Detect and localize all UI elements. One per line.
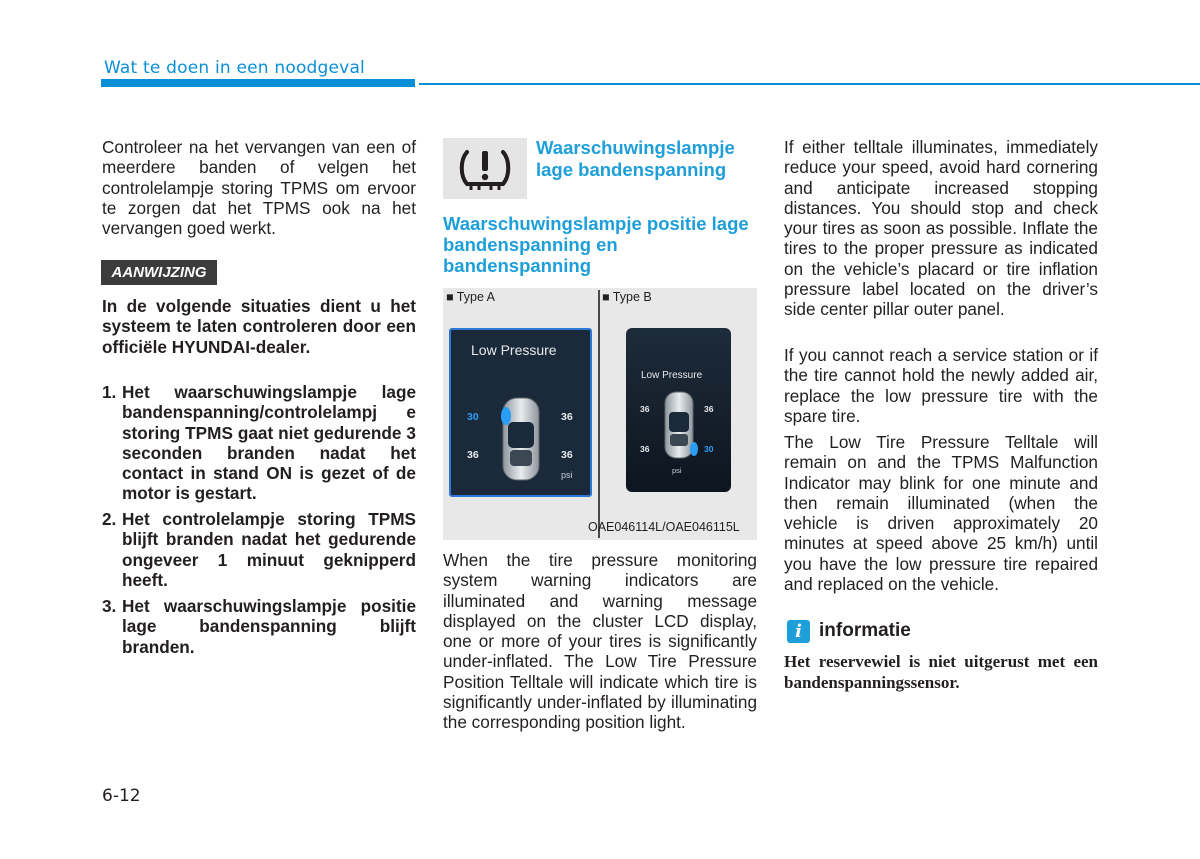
tire-pressure-rear-left: 36 [640, 444, 650, 454]
type-b-label: ■ Type B [602, 290, 652, 304]
pressure-unit: psi [672, 466, 682, 475]
tire-pressure-rear-right: 30 [704, 444, 714, 454]
list-item-text: Het controlelampje storing TPMS blijft branden nadat het gedurende ongeveer 1 minuut geknipperd heeft. [122, 509, 416, 590]
list-item-number: 2. [102, 509, 117, 529]
list-item [102, 596, 416, 657]
list-item-number: 3. [102, 596, 117, 616]
paragraph-service-station: If you cannot reach a service station or if the tire cannot hold the newly added air, replace the low pressure tire with the spare tire. [784, 345, 1098, 426]
header-rule-thin [419, 83, 1200, 85]
list-item-text: Het waarschuwingslampje positie lage bandenspanning blijft branden. [122, 596, 416, 657]
figure-divider [598, 290, 600, 538]
tire-pressure-rear-right: 36 [561, 449, 573, 461]
tire-pressure-front-left: 30 [467, 411, 479, 423]
cluster-display-type-b [626, 328, 731, 492]
paragraph-telltale: If either telltale illuminates, immediately reduce your speed, avoid hard cornering and anticipate increased stopping distances. You should stop and check your tires as soon as possible. Inflate the tires to the proper pressure as indicated on the vehicle’s placard or tire inflation pressure label located on the driver’s side center pillar outer panel. [784, 137, 1098, 320]
tire-pressure-front-left: 36 [640, 404, 650, 414]
note-intro: In de volgende situaties dient u het systeem te laten controleren door een officiële HYUNDAI-dealer. [102, 296, 416, 357]
cluster-display-type-a [449, 328, 592, 497]
header-rule-thick [101, 79, 415, 87]
paragraph-telltale-remain: The Low Tire Pressure Telltale will remain on and the TPMS Malfunction Indicator may blink for one minute and then remain illuminated (when the vehicle is driven approximately 20 minutes at speed above 25 km/h) until you have the low pressure tire repaired and replaced on the vehicle. [784, 432, 1098, 595]
tire-pressure-front-right: 36 [561, 411, 573, 423]
list-item-text: Het waarschuwingslampje lage bandenspanning/controlelampj e storing TPMS gaat niet gedurende 3 seconden branden nadat het contact in stand ON is gezet of de motor is gestart. [122, 382, 416, 504]
pressure-unit: psi [561, 470, 573, 480]
info-title: informatie [819, 620, 911, 641]
info-body: Het reservewiel is niet uitgerust met een bandenspanningssensor. [784, 652, 1098, 692]
car-top-view-icon [665, 392, 698, 458]
tpms-body-paragraph: When the tire pressure monitoring system warning indicators are illuminated and warning message displayed on the cluster LCD display, one or more of your tires is significantly under-inflated. The Low Tire Pressure Position Telltale will indicate which tire is significantly under-inflated by illuminating the corresponding position light. [443, 550, 757, 733]
display-title: Low Pressure [641, 370, 703, 381]
info-icon: i [787, 620, 810, 643]
display-title: Low Pressure [471, 342, 557, 358]
tire-pressure-rear-left: 36 [467, 449, 479, 461]
type-a-label: ■ Type A [446, 290, 496, 304]
list-item [102, 509, 416, 590]
heading-position-warning: Waarschuwingslampje positie lage bandenspanning en bandenspanning [443, 213, 749, 276]
tpms-warning-icon [443, 138, 527, 199]
tire-pressure-front-right: 36 [704, 404, 714, 414]
list-item [102, 382, 416, 504]
section-title: Wat te doen in een noodgeval [104, 58, 365, 78]
heading-low-pressure-warning: Waarschuwingslampje lage bandenspanning [536, 137, 735, 180]
note-badge: AANWIJZING [101, 260, 217, 285]
intro-paragraph: Controleer na het vervangen van een of meerdere banden of velgen het controlelampje storing TPMS om ervoor te zorgen dat het TPMS ook na het vervangen goed werkt. [102, 137, 416, 239]
list-item-number: 1. [102, 382, 117, 402]
page-number: 6-12 [102, 786, 141, 806]
car-top-view-icon [501, 398, 539, 480]
figure-caption: OAE046114L/OAE046115L [588, 520, 740, 534]
